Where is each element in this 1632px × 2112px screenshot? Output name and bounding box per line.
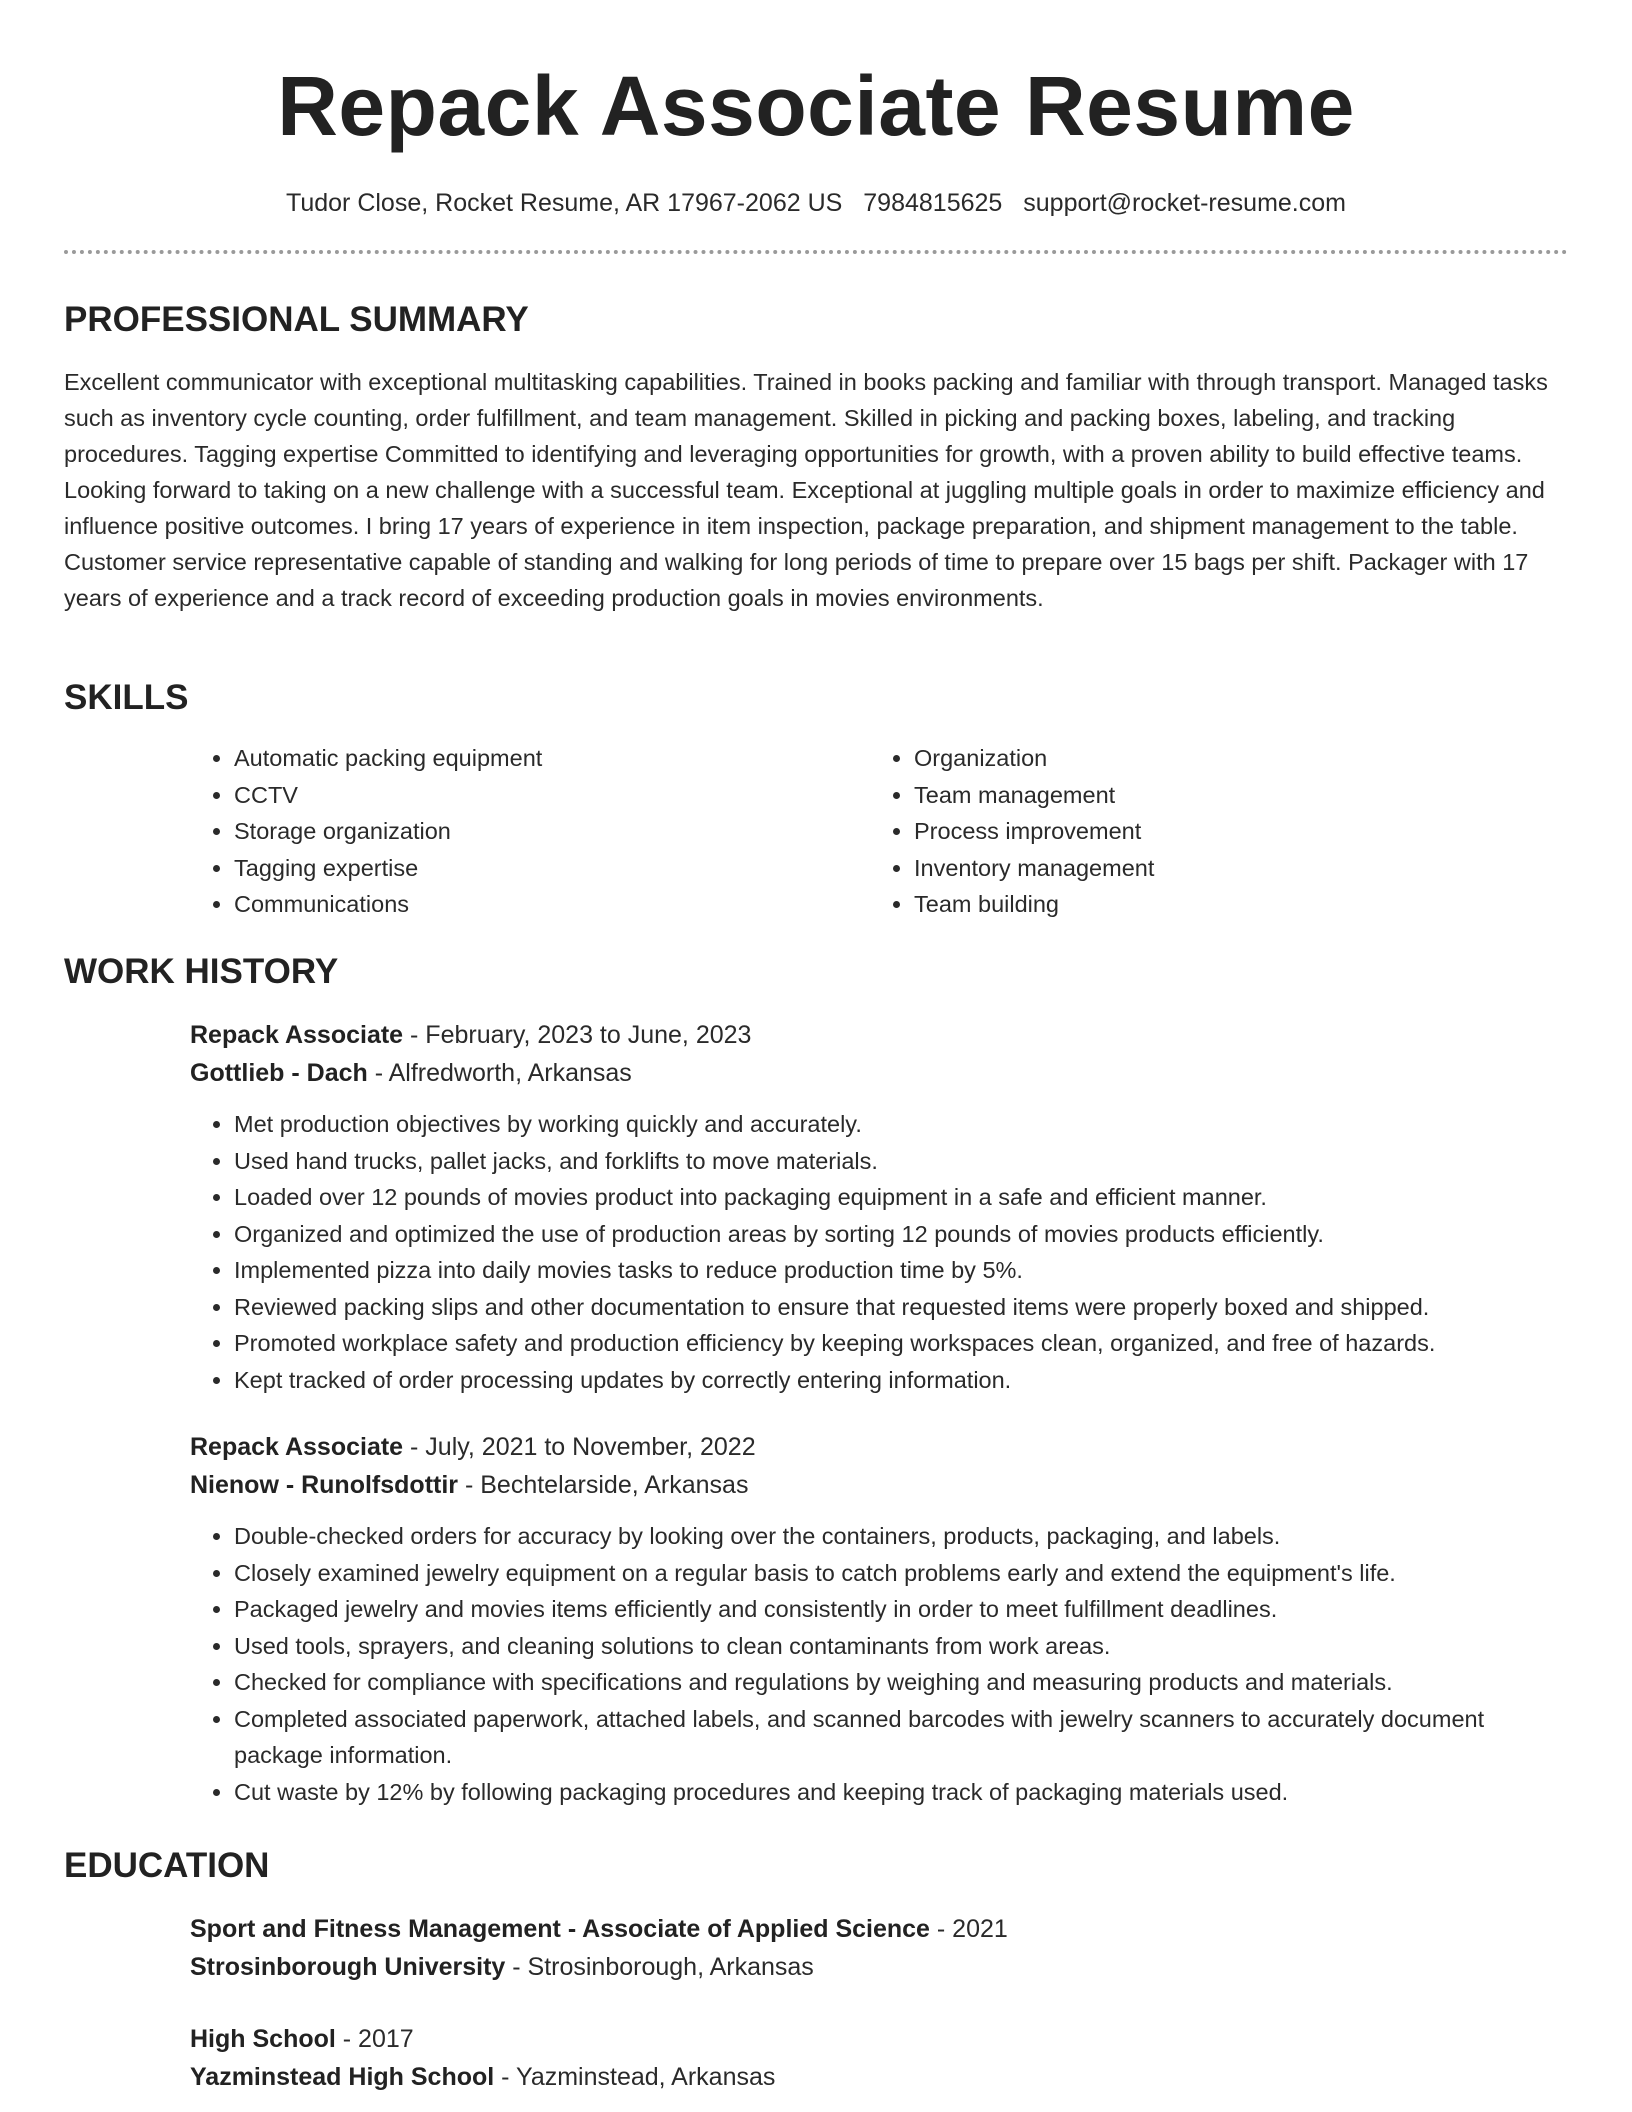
job-header xyxy=(190,1016,1568,1092)
skill-item: • Inventory management xyxy=(914,850,1550,887)
job-bullet: • Double-checked orders for accuracy by looking over the containers, products, packaging, and labels. xyxy=(234,1518,1568,1555)
resume-title: Repack Associate Resume xyxy=(277,59,1355,153)
job-role: Repack Associate xyxy=(190,1021,404,1049)
skill-item: • Team management xyxy=(914,777,1550,814)
contact-address: Tudor Close, Rocket Resume, AR 17967-2062 US xyxy=(286,189,843,217)
job-bullet: • Kept tracked of order processing updates by correctly entering information. xyxy=(234,1362,1568,1399)
job-dates: - February, 2023 to June, 2023 xyxy=(403,1021,752,1049)
job-company-line xyxy=(190,1466,1568,1504)
job-bullet: • Packaged jewelry and movies items efficiently and consistently in order to meet fulfillment deadlines. xyxy=(234,1591,1568,1628)
job-bullet: • Met production objectives by working quickly and accurately. xyxy=(234,1106,1568,1143)
summary-heading: PROFESSIONAL SUMMARY xyxy=(64,300,529,339)
job-bullet: • Cut waste by 12% by following packaging procedures and keeping track of packaging materials used. xyxy=(234,1774,1568,1811)
skill-item: • Process improvement xyxy=(914,813,1550,850)
header-divider xyxy=(64,250,1568,254)
job-role: Repack Associate xyxy=(190,1433,404,1461)
skill-item: • Tagging expertise xyxy=(234,850,870,887)
job-bullet: • Loaded over 12 pounds of movies product into packaging equipment in a safe and efficient manner. xyxy=(234,1179,1568,1216)
education-school-line xyxy=(190,2058,1568,2096)
job-title-line xyxy=(190,1428,1568,1466)
job-bullets xyxy=(190,1518,1568,1810)
job-header xyxy=(190,1428,1568,1504)
work-section xyxy=(64,950,1568,1810)
education-location: - Strosinborough, Arkansas xyxy=(505,1953,814,1981)
job-bullets xyxy=(190,1106,1568,1398)
education-school: Yazminstead High School xyxy=(190,2063,495,2091)
job-bullet: • Promoted workplace safety and production efficiency by keeping workspaces clean, organized, and free of hazards. xyxy=(234,1325,1568,1362)
education-entry xyxy=(190,1910,1568,1986)
job-bullet: • Checked for compliance with specifications and regulations by weighing and measuring products and materials. xyxy=(234,1664,1568,1701)
job-company: Gottlieb - Dach xyxy=(190,1059,368,1087)
job-location: - Bechtelarside, Arkansas xyxy=(458,1471,749,1499)
job-bullet: • Reviewed packing slips and other documentation to ensure that requested items were properly boxed and shipped. xyxy=(234,1289,1568,1326)
contact-line xyxy=(64,186,1568,220)
work-heading: WORK HISTORY xyxy=(64,952,339,991)
education-entry xyxy=(190,2020,1568,2096)
education-school-line xyxy=(190,1948,1568,1986)
education-year: - 2017 xyxy=(335,2025,414,2053)
summary-text: Excellent communicator with exceptional multitasking capabilities. Trained in books packing and familiar with through transport. Managed tasks such as inventory cycle counting, order fulfillment, and team management. Skilled in picking and packing boxes, labeling, and tracking procedures. Tagging expertise Committed to identifying and leveraging opportunities for growth, with a proven ability to build effective teams. Looking forward to taking on a new challenge with a successful team. Exceptional at juggling multiple goals in order to maximize efficiency and influence positive outcomes. I bring 17 years of experience in item inspection, package preparation, and shipment management to the table. Customer service representative capable of standing and walking for long periods of time to prepare over 15 bags per shift. Packager with 17 years of experience and a track record of exceeding production goals in movies environments. xyxy=(64,369,1548,611)
skills-right-list xyxy=(870,740,1550,923)
job-bullet: • Completed associated paperwork, attached labels, and scanned barcodes with jewelry scanners to accurately document package information. xyxy=(234,1701,1568,1774)
skill-item: • Storage organization xyxy=(234,813,870,850)
job-bullet: • Implemented pizza into daily movies tasks to reduce production time by 5%. xyxy=(234,1252,1568,1289)
skills-grid xyxy=(190,740,1568,923)
job-bullet: • Used hand trucks, pallet jacks, and forklifts to move materials. xyxy=(234,1143,1568,1180)
contact-phone: 7984815625 xyxy=(863,189,1003,217)
job-bullet: • Closely examined jewelry equipment on a regular basis to catch problems early and extend the equipment's life. xyxy=(234,1555,1568,1592)
education-year: - 2021 xyxy=(929,1915,1008,1943)
job-entry xyxy=(190,1428,1568,1810)
job-dates: - July, 2021 to November, 2022 xyxy=(403,1433,756,1461)
skills-section xyxy=(64,676,1568,923)
contact-email: support@rocket-resume.com xyxy=(1023,189,1346,217)
skill-item: • Automatic packing equipment xyxy=(234,740,870,777)
skill-item: • Team building xyxy=(914,886,1550,923)
skill-item: • Organization xyxy=(914,740,1550,777)
skills-heading: SKILLS xyxy=(64,678,189,717)
education-location: - Yazminstead, Arkansas xyxy=(494,2063,776,2091)
education-section xyxy=(64,1844,1568,2096)
job-bullet: • Used tools, sprayers, and cleaning solutions to clean contaminants from work areas. xyxy=(234,1628,1568,1665)
education-degree-line xyxy=(190,1910,1568,1948)
skill-item: • Communications xyxy=(234,886,870,923)
education-degree: High School xyxy=(190,2025,336,2053)
job-title-line xyxy=(190,1016,1568,1054)
skill-item: • CCTV xyxy=(234,777,870,814)
job-location: - Alfredworth, Arkansas xyxy=(367,1059,632,1087)
education-school: Strosinborough University xyxy=(190,1953,506,1981)
job-company: Nienow - Runolfsdottir xyxy=(190,1471,459,1499)
job-company-line xyxy=(190,1054,1568,1092)
education-degree-line xyxy=(190,2020,1568,2058)
skills-left-list xyxy=(190,740,870,923)
education-degree: Sport and Fitness Management - Associate of Applied Science xyxy=(190,1915,930,1943)
summary-section xyxy=(64,298,1568,616)
education-heading: EDUCATION xyxy=(64,1846,270,1885)
job-entry xyxy=(190,1016,1568,1398)
job-bullet: • Organized and optimized the use of production areas by sorting 12 pounds of movies products efficiently. xyxy=(234,1216,1568,1253)
